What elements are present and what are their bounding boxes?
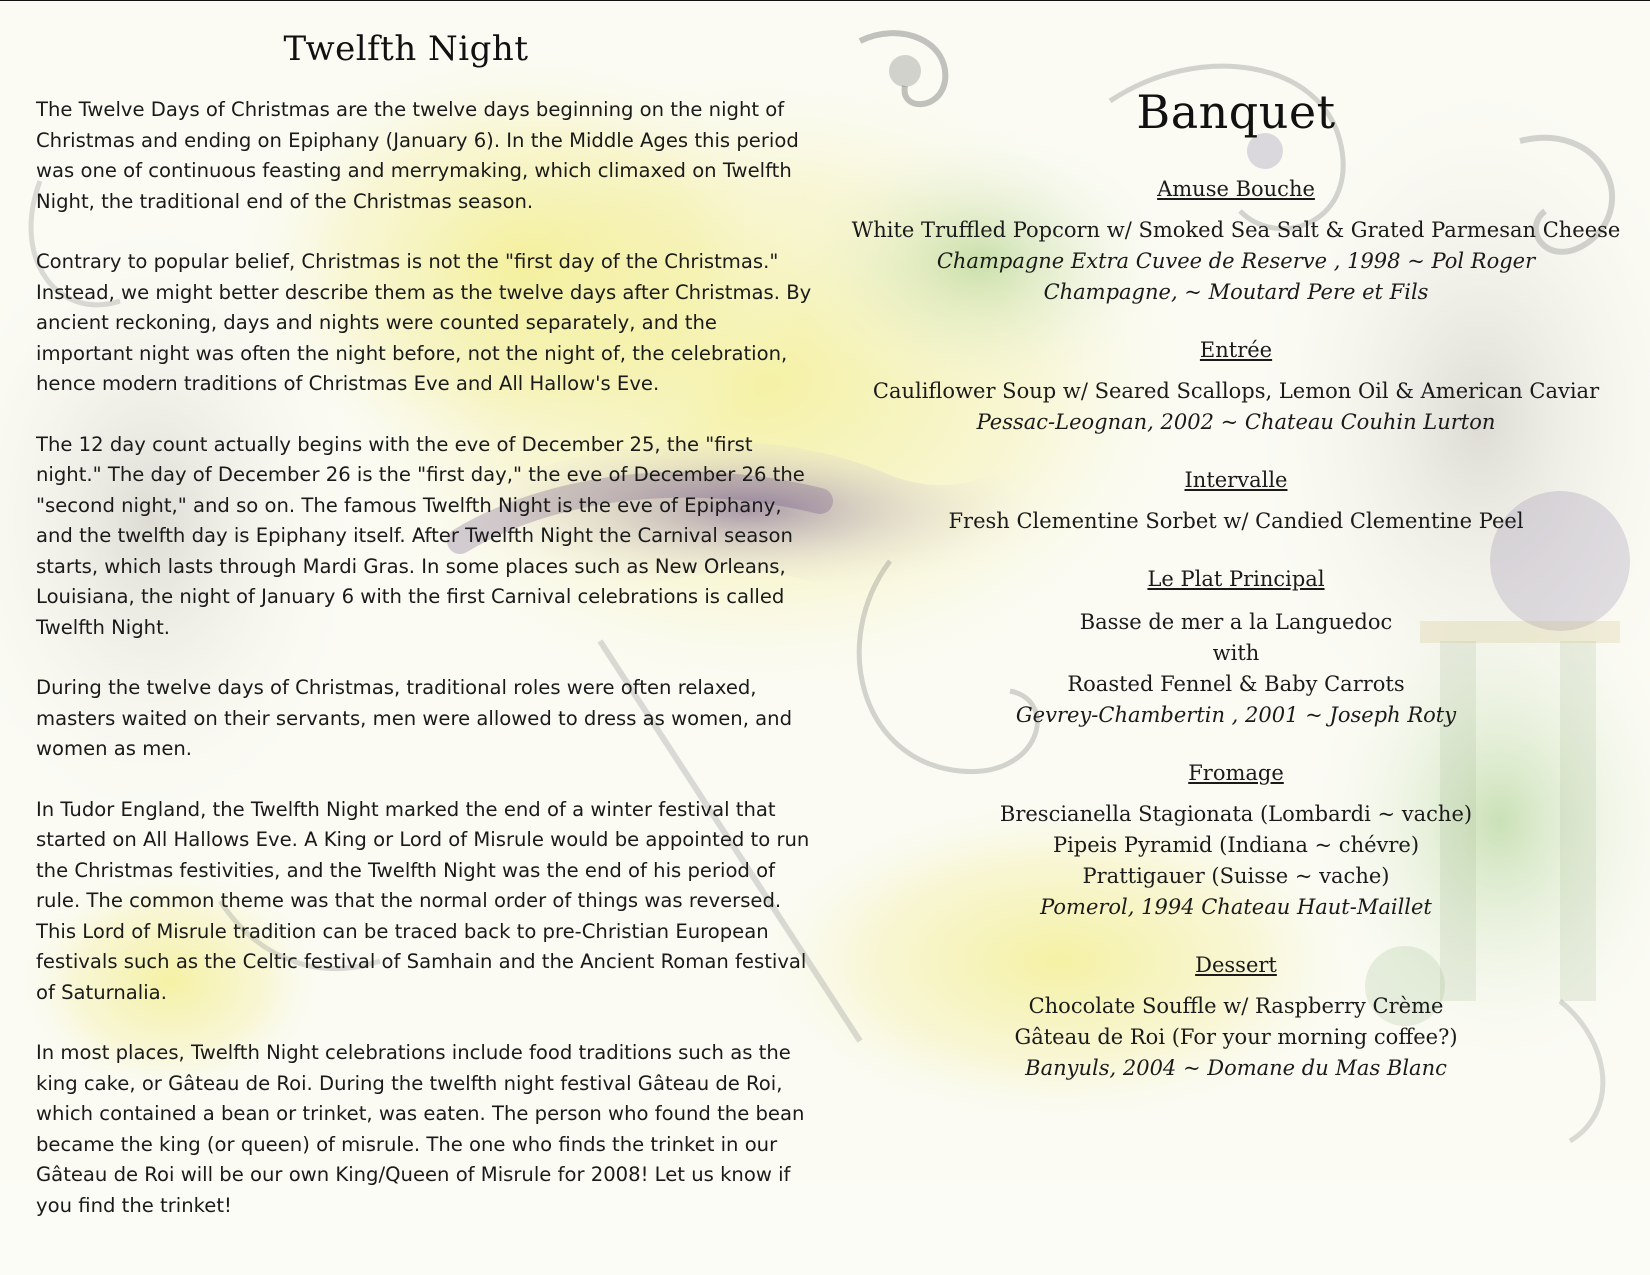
history-paragraph: In most places, Twelfth Night celebrations include food traditions such as the king cake, or Gâteau de Roi. During the twelfth night festival Gâteau de Roi, which contained a bean or trinket, was eaten. The person who found the bean became the king (or queen) of misrule. The one who finds the trinket in our Gâteau de Roi will be our own King/Queen of Misrule for 2008! Let us know if you find the trinket! (36, 1041, 805, 1217)
course-heading: Fromage (1188, 761, 1284, 785)
wine-line: Champagne, ~ Moutard Pere et Fils (1043, 280, 1429, 304)
course-intervalle (836, 468, 1636, 537)
history-paragraph: The 12 day count actually begins with the eve of December 25, the "first night." The day of December 26 is the "first day," the eve of December 26 the "second night," and so on. The famous Twelfth Night is the eve of Epiphany, and the twelfth day is Epiphany itself. After Twelfth Night the Carnival season starts, which lasts through Mardi Gras. In some places such as New Orleans, Louisiana, the night of January 6 with the first Carnival celebrations is called Twelfth Night. (36, 432, 805, 639)
dish-line: Roasted Fennel & Baby Carrots (1067, 672, 1405, 696)
dish-line: Fresh Clementine Sorbet w/ Candied Clementine Peel (948, 509, 1524, 533)
course-fromage (836, 761, 1636, 923)
dish-line: Cauliflower Soup w/ Seared Scallops, Lemon Oil & American Caviar (872, 379, 1600, 403)
twelfth-night-title: Twelfth Night (283, 29, 529, 69)
dish-line: Pipeis Pyramid (Indiana ~ chévre) (1052, 833, 1420, 857)
dish-line: Brescianella Stagionata (Lombardi ~ vache) (999, 802, 1473, 826)
course-amuse-bouche (836, 177, 1636, 308)
course-heading: Intervalle (1184, 468, 1288, 492)
dish-line: White Truffled Popcorn w/ Smoked Sea Salt & Grated Parmesan Cheese (851, 218, 1621, 242)
history-paragraph: During the twelve days of Christmas, traditional roles were often relaxed, masters waited on their servants, men were allowed to dress as women, and women as men. (36, 676, 793, 760)
wine-line: Banyuls, 2004 ~ Domane du Mas Blanc (1025, 1056, 1447, 1080)
course-heading: Dessert (1195, 953, 1277, 977)
history-paragraph: In Tudor England, the Twelfth Night marked the end of a winter festival that started on All Hallows Eve. A King or Lord of Misrule would be appointed to run the Christmas festivities, and the Twelfth Night was the end of his period of rule. The common theme was that the normal order of things was reversed. This Lord of Misrule tradition can be traced back to pre-Christian European festivals such as the Celtic festival of Samhain and the Ancient Roman festival of Saturnalia. (36, 797, 810, 1004)
wine-line: Gevrey-Chambertin , 2001 ~ Joseph Roty (1015, 703, 1457, 727)
wine-line: Pessac-Leognan, 2002 ~ Chateau Couhin Lurton (976, 410, 1496, 434)
banquet-menu-column (836, 85, 1636, 1114)
wine-line: Pomerol, 1994 Chateau Haut-Maillet (1040, 895, 1432, 919)
course-heading: Le Plat Principal (1147, 567, 1325, 591)
dish-line: with (1212, 641, 1260, 665)
wine-line: Champagne Extra Cuvee de Reserve , 1998 ~ Pol Roger (936, 249, 1536, 273)
dish-line: Prattigauer (Suisse ~ vache) (1082, 864, 1390, 888)
course-entree (836, 338, 1636, 438)
banquet-title: Banquet (1136, 85, 1336, 139)
dish-line: Gâteau de Roi (For your morning coffee?) (1014, 1025, 1458, 1049)
history-paragraph: The Twelve Days of Christmas are the twelve days beginning on the night of Christmas and ending on Epiphany (January 6). In the Middle Ages this period was one of continuous feasting and merrymaking, which climaxed on Twelfth Night, the traditional end of the Christmas season. (36, 98, 799, 213)
twelfth-night-column (36, 29, 816, 1251)
history-paragraph: Contrary to popular belief, Christmas is not the "first day of the Christmas." Instead, we might better describe them as the twelve days after Christmas. By ancient reckoning, days and nights were counted separately, and the important night was often the night before, not the night of, the celebration, hence modern traditions of Christmas Eve and All Hallow's Eve. (36, 250, 812, 395)
course-heading: Amuse Bouche (1157, 177, 1315, 201)
dish-line: Chocolate Souffle w/ Raspberry Crème (1028, 994, 1444, 1018)
course-dessert (836, 953, 1636, 1084)
course-le-plat-principal (836, 567, 1636, 731)
dish-line: Basse de mer a la Languedoc (1079, 610, 1393, 634)
course-heading: Entrée (1199, 338, 1273, 362)
